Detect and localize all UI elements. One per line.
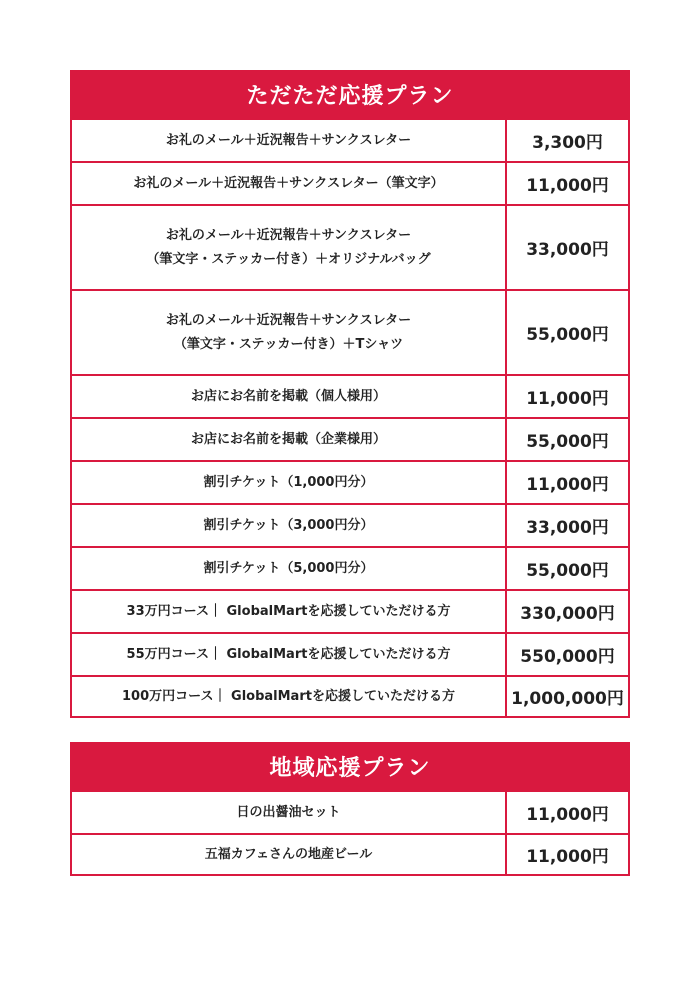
plan-name: 割引チケット（5,000円分） — [72, 548, 507, 589]
table-row — [72, 632, 628, 675]
plan-price: 11,000円 — [526, 847, 609, 867]
plan-price: 550,000円 — [520, 647, 615, 667]
plan-price: 11,000円 — [526, 389, 609, 409]
table-row — [72, 374, 628, 417]
table-row — [72, 204, 628, 289]
plan-price: 1,000,000円 — [511, 689, 624, 709]
plan-name: お礼のメール＋近況報告＋サンクスレター（筆文字） — [72, 163, 507, 204]
support-plan-table — [70, 70, 630, 718]
plan-price: 3,300円 — [532, 133, 603, 153]
plan-price: 55,000円 — [526, 432, 609, 452]
plan-price: 11,000円 — [526, 805, 609, 825]
plan-name: お礼のメール＋近況報告＋サンクスレター （筆文字・ステッカー付き）＋オリジナルバッグ — [72, 206, 507, 289]
table-row — [72, 417, 628, 460]
table-row — [72, 289, 628, 374]
plan-name: 割引チケット（3,000円分） — [72, 505, 507, 546]
table-row — [72, 589, 628, 632]
plan-price: 11,000円 — [526, 475, 609, 495]
table-row — [72, 675, 628, 718]
plan-name: 割引チケット（1,000円分） — [72, 462, 507, 503]
plan-name: お店にお名前を掲載（個人様用） — [72, 376, 507, 417]
plan-price: 55,000円 — [526, 325, 609, 345]
table-row — [72, 790, 628, 833]
plan-price: 330,000円 — [520, 604, 615, 624]
plan-price: 33,000円 — [526, 240, 609, 260]
plan-price: 11,000円 — [526, 176, 609, 196]
table-row — [72, 503, 628, 546]
table-row — [72, 161, 628, 204]
table-row — [72, 546, 628, 589]
table-row — [72, 460, 628, 503]
plan-name: 55万円コース｜ GlobalMartを応援していただける方 — [72, 634, 507, 675]
plan-name: 33万円コース｜ GlobalMartを応援していただける方 — [72, 591, 507, 632]
table-row — [72, 118, 628, 161]
local-plan-table — [70, 742, 630, 876]
local-plan-title: 地域応援プラン — [70, 742, 630, 790]
plan-price: 55,000円 — [526, 561, 609, 581]
plan-name: お礼のメール＋近況報告＋サンクスレター （筆文字・ステッカー付き）＋Tシャツ — [72, 291, 507, 374]
plan-name: お礼のメール＋近況報告＋サンクスレター — [72, 120, 507, 161]
plan-name: 五福カフェさんの地産ビール — [72, 835, 507, 874]
plan-name: お店にお名前を掲載（企業様用） — [72, 419, 507, 460]
plan-name: 100万円コース｜ GlobalMartを応援していただける方 — [72, 677, 507, 716]
plan-name: 日の出醤油セット — [72, 792, 507, 833]
support-plan-title: ただただ応援プラン — [70, 70, 630, 118]
table-row — [72, 833, 628, 876]
plan-price: 33,000円 — [526, 518, 609, 538]
